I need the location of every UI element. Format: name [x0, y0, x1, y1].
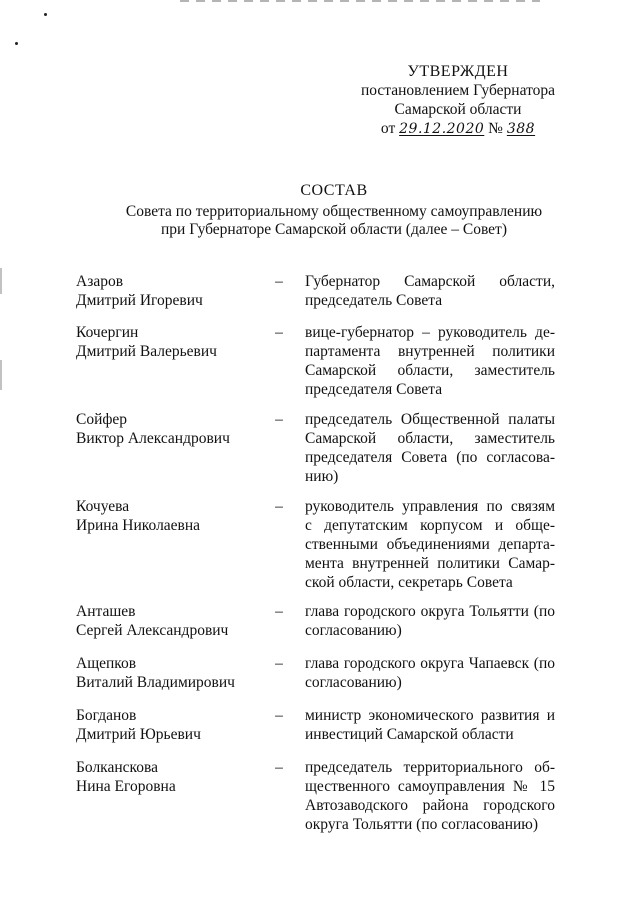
role-line: председатель территориального об-: [305, 759, 555, 776]
member-surname: Азаров: [76, 273, 124, 290]
approval-line: Самарской области: [394, 101, 522, 118]
member-given-names: Дмитрий Юрьевич: [76, 726, 201, 743]
dash-separator: –: [275, 707, 283, 724]
role-line: партамента внутренней политики: [305, 343, 555, 360]
member-name: [76, 654, 266, 692]
role-line: согласованию): [305, 674, 402, 691]
handwritten-number: 388: [506, 121, 536, 137]
member-given-names: Дмитрий Игоревич: [76, 292, 203, 309]
member-role: [305, 706, 555, 744]
member-role: [305, 410, 555, 486]
role-line: согласованию): [305, 622, 402, 639]
role-line: глава городского округа Чапаевск (по: [305, 655, 555, 672]
member-surname: Кочергин: [76, 324, 139, 341]
member-name: [76, 497, 266, 535]
role-line: ственными объединениями департа-: [305, 536, 555, 553]
role-line: председателя Совета: [305, 381, 443, 398]
dash-separator: –: [275, 603, 283, 620]
role-line: председатель Совета: [305, 292, 443, 309]
from-label: от: [380, 120, 396, 137]
member-surname: Богданов: [76, 707, 137, 724]
role-line: руководитель управления по связям: [305, 498, 555, 515]
role-line: мента внутренней политики Самар-: [305, 555, 555, 572]
member-role: [305, 272, 555, 310]
dash-separator: –: [275, 411, 283, 428]
title-line: при Губернаторе Самарской области (далее – Совет): [160, 221, 507, 238]
member-given-names: Виталий Владимирович: [76, 674, 235, 691]
role-line: округа Тольятти (по согласованию): [305, 816, 539, 833]
dash-separator: –: [275, 273, 283, 290]
member-role: [305, 602, 555, 640]
title-line: Совета по территориальному общественному самоуправлению: [125, 202, 543, 220]
role-line: Самарской области, заместитель: [305, 362, 555, 379]
role-line: вице-губернатор – руководитель де-: [305, 324, 555, 341]
role-line: Губернатор Самарской области,: [305, 273, 555, 290]
role-line: Самарской области, заместитель: [305, 430, 555, 447]
member-surname: Анташев: [76, 603, 136, 620]
member-name: [76, 272, 266, 310]
member-role: [305, 758, 555, 834]
approval-heading: УТВЕРЖДЕН: [407, 63, 509, 80]
role-line: с депутатским корпусом и обще-: [305, 517, 555, 534]
member-surname: Болканскова: [76, 759, 159, 776]
member-name: [76, 758, 266, 796]
member-given-names: Виктор Александрович: [76, 430, 230, 447]
member-given-names: Дмитрий Валерьевич: [76, 343, 217, 360]
role-line: Автозаводского района городского: [305, 797, 555, 814]
role-line: щественного самоуправления № 15: [305, 778, 555, 795]
dash-separator: –: [275, 759, 283, 776]
dash-separator: –: [275, 655, 283, 672]
member-role: [305, 497, 555, 592]
approval-line: постановлением Губернатора: [360, 82, 556, 99]
member-role: [305, 323, 555, 399]
member-name: [76, 706, 266, 744]
role-line: министр экономического развития и: [305, 707, 555, 724]
number-label: №: [488, 120, 503, 137]
member-given-names: Ирина Николаевна: [76, 517, 201, 534]
member-given-names: Сергей Александрович: [76, 622, 229, 639]
member-name: [76, 602, 266, 640]
role-line: председатель Общественной палаты: [305, 411, 555, 428]
role-line: нию): [305, 468, 339, 485]
member-name: [76, 410, 266, 448]
role-line: глава городского округа Тольятти (по: [305, 603, 555, 620]
handwritten-date: 29.12.2020: [399, 121, 485, 137]
member-name: [76, 323, 266, 361]
member-given-names: Нина Егоровна: [76, 778, 176, 795]
member-surname: Кочуева: [76, 498, 130, 515]
member-surname: Сойфер: [76, 411, 128, 428]
role-line: председателя Совета (по согласова-: [305, 449, 555, 466]
role-line: инвестиций Самарской области: [305, 726, 514, 743]
member-surname: Ащепков: [76, 655, 137, 672]
member-role: [305, 654, 555, 692]
dash-separator: –: [275, 498, 283, 515]
title-main: СОСТАВ: [300, 182, 368, 199]
role-line: ской области, секретарь Совета: [305, 574, 513, 591]
dash-separator: –: [275, 324, 283, 341]
